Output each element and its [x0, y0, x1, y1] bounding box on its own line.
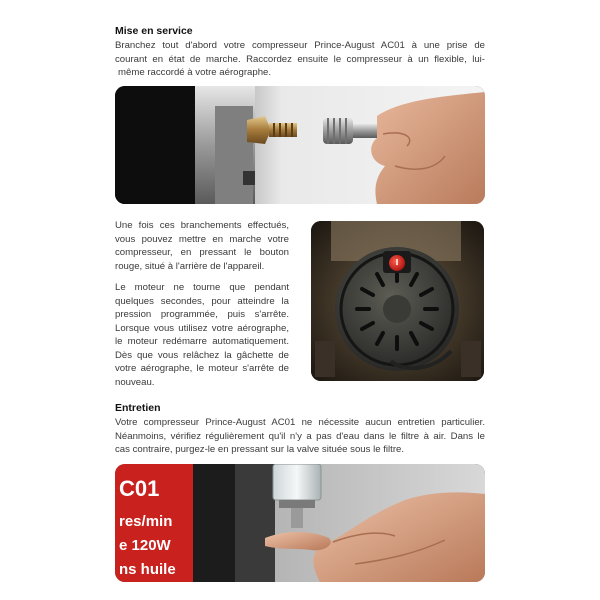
text-line: pression programmée, puis s'arrête.	[115, 309, 289, 320]
text-line: nouveau.	[115, 376, 155, 388]
text-line: Néanmoins, vérifiez régulièrement qu'il n'y a pas d'eau dans le filtre à air. Dans le	[115, 430, 485, 442]
photo-connector	[115, 86, 485, 204]
text-line: Lorsque vous utilisez votre aérographe,	[115, 322, 289, 334]
photo-compressor-motor	[311, 221, 484, 381]
text-line: cas contraire, purgez-le en pressant sur la valve située sous le filtre.	[115, 444, 405, 455]
text-line: compresseur, en pressant le bouton	[115, 247, 289, 258]
label-flow: res/min	[119, 513, 173, 530]
photo-filter-purge	[115, 464, 485, 582]
text-line: Votre compresseur Prince-August AC01 ne nécessite aucun entretien particulier.	[115, 417, 485, 428]
paragraph-entretien	[115, 416, 485, 457]
text-line: Une fois ces branchements effectués,	[115, 220, 289, 231]
label-power: e 120W	[119, 537, 171, 554]
label-model: C01	[119, 476, 160, 501]
text-line: le moteur redémarre automatiquement.	[115, 336, 289, 347]
text-line: Dès que vous relâchez la gâchette de	[115, 349, 289, 361]
paragraph-mise-en-marche	[115, 219, 289, 273]
text-line: Branchez tout d'abord votre compresseur Prince-August AC01 à une prise de	[115, 40, 485, 51]
text-line: même raccordé à votre aérographe.	[118, 67, 272, 78]
heading-mise-en-service: Mise en service	[115, 25, 193, 37]
text-line: courant en état de marche. Raccordez ensuite le compresseur à un flexible, lui-	[115, 53, 485, 65]
text-line: Le moteur ne tourne que pendant	[115, 282, 289, 293]
label-oilfree: ns huile	[119, 561, 176, 578]
text-line: quelques secondes, pour atteindre la	[115, 295, 289, 307]
paragraph-moteur	[115, 281, 289, 389]
heading-entretien: Entretien	[115, 402, 161, 414]
text-line: rouge, situé à l'arrière de l'appareil.	[115, 260, 265, 272]
text-line: votre aérographe, le moteur s'arrête de	[115, 363, 289, 374]
text-line: vous pouvez mettre en marche votre	[115, 233, 289, 245]
paragraph-mise-en-service	[115, 39, 485, 80]
